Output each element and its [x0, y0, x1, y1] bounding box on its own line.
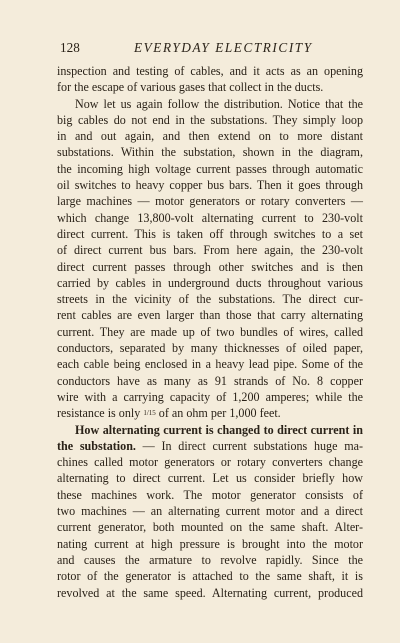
text-line: carried by cables in underground ducts throughout various: [57, 275, 363, 290]
text-line: Now let us again follow the distribution. Notice that the: [75, 96, 363, 111]
text-line: rotor of the generator is attached to the same shaft, it is: [57, 569, 363, 584]
text-line: [57, 438, 363, 454]
text-line: wire with a carrying capacity of 1,200 amperes; while the: [57, 389, 363, 404]
text-line: conductors, separated by many thicknesses of oiled paper,: [57, 341, 363, 356]
text-line: nating current at high pressure is brought into the motor: [57, 536, 363, 551]
text-line: big cables do not end in the substations. They simply loop: [57, 112, 363, 127]
page-header: [60, 40, 358, 56]
text-line: oil switches to heavy copper bus bars. Then it goes through: [57, 178, 363, 193]
text-line: of direct current bus bars. From here again, the 230-volt: [57, 243, 363, 258]
text-line: revolved at the same speed. Alternating current, produced: [57, 585, 363, 600]
text-line: current. They are made up of two bundles of wires, called: [57, 324, 363, 339]
text-line: chines called motor generators or rotary converters change: [57, 455, 363, 470]
text-line: these machines work. The motor generator consists of: [57, 487, 363, 502]
text-line: conductors have as many as 91 strands of No. 8 copper: [57, 373, 363, 388]
running-title: EVERYDAY ELECTRICITY: [134, 40, 313, 55]
page-number: 128: [60, 40, 80, 55]
text-line: in and out again, and then extend on to more distant: [57, 129, 363, 144]
section-heading: the substation.: [57, 438, 136, 453]
text-line: and causes the armature to revolve rapidly. Since the: [57, 552, 363, 567]
text-line: direct current. This is taken off through switches to a set: [57, 226, 363, 241]
text-line: large machines — motor generators or rotary converters —: [57, 194, 363, 209]
text-fragment: of an ohm per 1,000 feet.: [155, 406, 281, 421]
text-line: which change 13,800-volt alternating current to 230-volt: [57, 210, 363, 225]
text-fragment: resistance is only: [57, 406, 144, 421]
text-line: direct current passes through other switches and is then: [57, 259, 363, 274]
text-line: for the escape of various gases that collect in the ducts.: [57, 80, 324, 95]
text-line: the incoming high voltage current passes through automatic: [57, 161, 363, 176]
fraction: 1/15: [143, 409, 156, 418]
text-line: substations. Within the substation, shown in the diagram,: [57, 145, 363, 160]
text-line: [57, 405, 363, 421]
text-line: current generator, both mounted on the same shaft. Alter-: [57, 520, 363, 535]
text-line: inspection and testing of cables, and it acts as an opening: [57, 64, 363, 78]
text-line: two machines — an alternating current motor and a direct: [57, 504, 363, 519]
text-line: each cable being enclosed in a heavy lead pipe. Some of the: [57, 357, 363, 372]
text-fragment: — In direct current substations huge ma-: [135, 438, 363, 453]
section-heading: How alternating current is changed to direct current in: [75, 422, 363, 437]
text-line: rent cables are even larger than those that carry alternating: [57, 308, 363, 323]
text-line: streets in the vicinity of the substations. The direct cur-: [57, 292, 363, 307]
body-text: [57, 63, 363, 601]
text-line: alternating to direct current. Let us consider briefly how: [57, 471, 363, 486]
